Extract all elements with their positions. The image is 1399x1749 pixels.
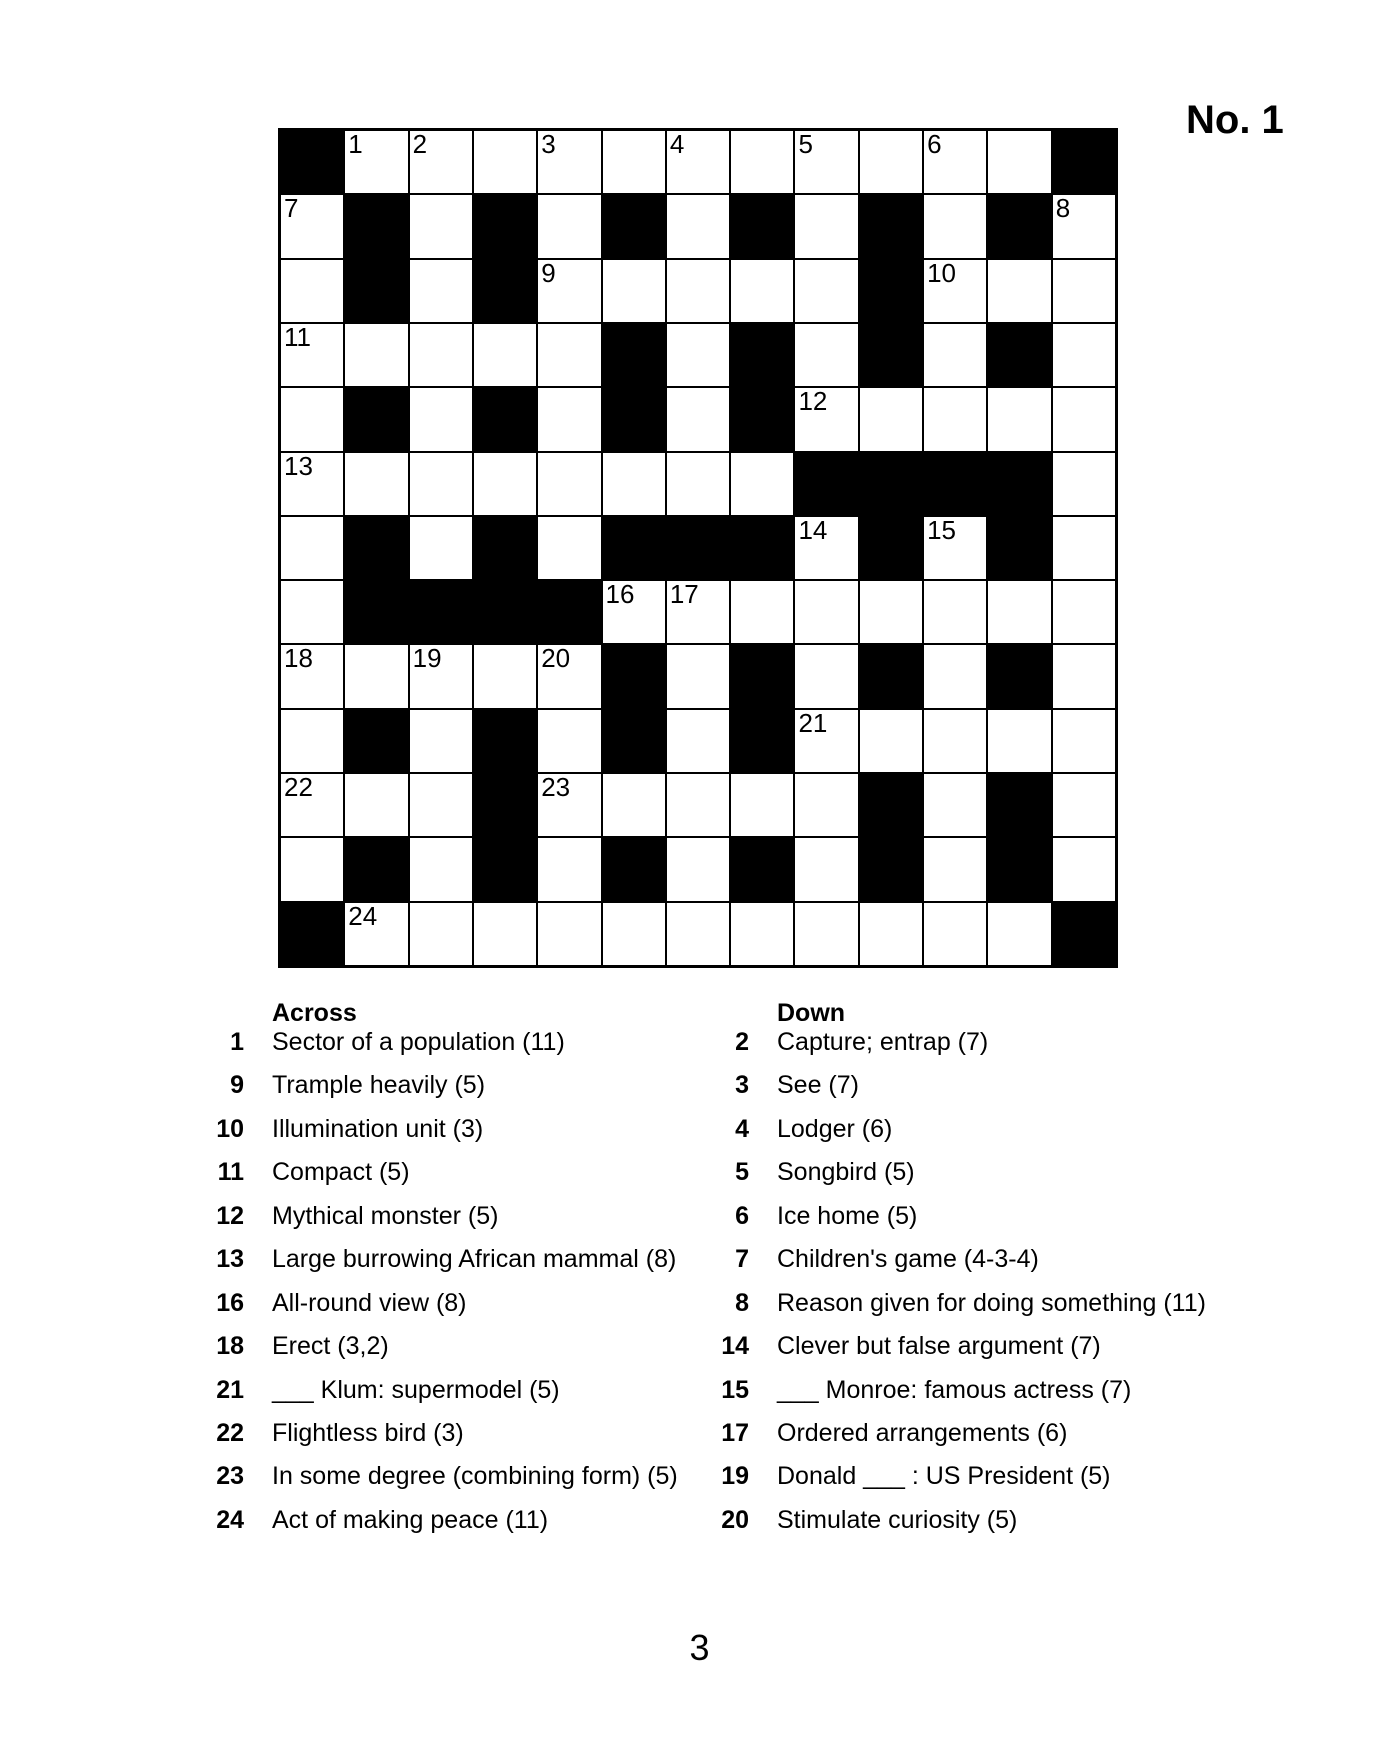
grid-cell-white [731,903,793,965]
clue-number: 14 [721,1332,749,1361]
grid-cell-black [474,388,536,450]
grid-cell-white [538,388,600,450]
grid-cell-white [474,903,536,965]
grid-cell-white [1053,195,1115,257]
grid-cell-white [410,195,472,257]
grid-cell-black [603,517,665,579]
cell-number: 23 [541,772,571,803]
grid-cell-white [924,774,986,836]
grid-cell-white [667,453,729,515]
grid-cell-white [474,324,536,386]
clue-text: Ice home (5) [777,1201,918,1230]
grid-cell-white [538,645,600,707]
grid-cell-white [281,260,343,322]
grid-cell-white [538,517,600,579]
grid-cell-black [281,131,343,193]
grid-cell-black [731,195,793,257]
clue-row [200,1028,700,1071]
grid-cell-white [924,131,986,193]
grid-cell-white [1053,645,1115,707]
grid-cell-white [988,131,1050,193]
grid-cell-white [924,581,986,643]
grid-cell-black [474,195,536,257]
clue-number: 16 [216,1288,244,1317]
clue-row [705,1158,1265,1201]
down-clues-section [705,998,1265,1549]
grid-cell-white [1053,774,1115,836]
clue-row [705,1506,1265,1549]
puzzle-title: No. 1 [1186,98,1284,142]
grid-cell-white [410,774,472,836]
clue-number: 18 [216,1332,244,1361]
grid-cell-white [860,903,922,965]
clue-row [705,1245,1265,1288]
grid-cell-white [281,710,343,772]
clue-row [705,1289,1265,1332]
grid-cell-white [667,774,729,836]
grid-cell-black [924,453,986,515]
cell-number: 4 [669,129,685,159]
grid-cell-white [603,903,665,965]
cell-number: 2 [412,129,428,159]
clue-text: Mythical monster (5) [272,1201,499,1230]
grid-cell-white [795,581,857,643]
clue-number: 7 [735,1245,749,1274]
grid-cell-white [410,388,472,450]
grid-cell-white [345,774,407,836]
grid-cell-white [924,257,986,322]
grid-cell-white [924,195,986,257]
grid-cell-white [281,388,343,450]
grid-cell-white [795,324,857,386]
clue-number: 11 [217,1158,244,1187]
grid-cell-black [860,324,922,386]
grid-cell-white [410,453,472,515]
grid-cell-white [860,131,922,193]
clue-text: Capture; entrap (7) [777,1028,989,1056]
clue-text: Lodger (6) [777,1114,893,1143]
grid-cell-white [410,710,472,772]
crossword-grid [278,128,1118,968]
clue-row [200,1071,700,1114]
grid-cell-white [924,645,986,707]
clue-row [705,1376,1265,1419]
grid-cell-black [474,838,536,900]
grid-cell-black [1053,903,1115,965]
grid-cell-black [281,903,343,965]
grid-cell-white [667,260,729,322]
cell-number: 16 [605,579,635,610]
grid-cell-black [988,453,1050,515]
grid-cell-black [988,645,1050,707]
grid-cell-black [988,774,1050,836]
clue-text: Clever but false argument (7) [777,1332,1101,1361]
clue-text: Large burrowing African mammal (8) [272,1245,677,1274]
grid-cell-white [1053,260,1115,322]
grid-cell-white [860,710,922,772]
grid-cell-black [345,195,407,257]
clue-text: Ordered arrangements (6) [777,1418,1068,1447]
grid-cell-white [924,324,986,386]
grid-cell-white [603,581,665,643]
grid-cell-white [667,710,729,772]
grid-cell-black [860,645,922,707]
grid-cell-white [281,450,343,515]
clue-number: 3 [735,1071,749,1100]
grid-cell-white [731,774,793,836]
grid-cell-white [603,260,665,322]
grid-cell-black [988,324,1050,386]
grid-cell-black [860,260,922,322]
clue-number: 23 [216,1462,244,1491]
grid-cell-white [410,645,472,707]
clue-row [705,1071,1265,1114]
grid-cell-black [731,710,793,772]
clue-text: ___ Monroe: famous actress (7) [777,1375,1132,1404]
grid-cell-white [345,453,407,515]
grid-cell-white [281,321,343,386]
grid-cell-black [345,388,407,450]
grid-cell-black [603,838,665,900]
clue-row [200,1289,700,1332]
grid-cell-black [474,260,536,322]
grid-cell-white [538,324,600,386]
clue-row [200,1158,700,1201]
grid-cell-white [667,903,729,965]
across-header: Across [272,999,357,1027]
grid-cell-white [474,131,536,193]
grid-cell-black [345,581,407,643]
cell-number: 14 [798,514,828,545]
cell-number: 5 [798,129,813,159]
cell-number: 24 [348,900,378,931]
grid-cell-white [538,257,600,322]
cell-number: 17 [669,579,699,610]
grid-cell-black [345,260,407,322]
clue-number: 21 [216,1375,244,1404]
grid-cell-white [474,453,536,515]
grid-cell-white [603,131,665,193]
grid-cell-black [731,324,793,386]
grid-cell-white [924,838,986,900]
grid-cell-white [795,131,857,193]
grid-cell-black [860,774,922,836]
grid-cell-white [603,774,665,836]
cell-number: 8 [1055,193,1071,224]
clue-number: 17 [721,1418,749,1447]
cell-number: 12 [798,386,828,417]
clue-number: 13 [216,1245,244,1274]
clue-row [200,1462,700,1505]
clue-number: 24 [216,1505,244,1534]
grid-cell-white [1053,838,1115,900]
clue-number: 5 [735,1158,749,1187]
clue-row [705,1332,1265,1375]
clue-row [705,1115,1265,1158]
grid-cell-white [795,514,857,579]
grid-cell-white [1053,517,1115,579]
grid-cell-white [410,838,472,900]
grid-cell-white [281,581,343,643]
clue-text: In some degree (combining form) (5) [272,1462,678,1491]
grid-cell-white [538,453,600,515]
grid-cell-black [860,195,922,257]
grid-cell-white [795,774,857,836]
clue-number: 1 [230,1028,244,1056]
cell-number: 6 [927,129,942,159]
grid-cell-white [988,903,1050,965]
grid-cell-white [795,838,857,900]
page-number: 3 [689,1627,710,1668]
cell-number: 19 [412,643,442,674]
cell-number: 18 [284,643,313,674]
clue-row [200,1115,700,1158]
grid-cell-white [860,388,922,450]
clue-number: 2 [735,1028,749,1056]
cell-number: 20 [541,643,571,674]
down-header: Down [777,999,846,1027]
clue-number: 8 [735,1288,749,1317]
grid-cell-black [860,517,922,579]
grid-cell-black [474,581,536,643]
grid-cell-white [410,260,472,322]
grid-cell-black [603,645,665,707]
grid-cell-white [795,195,857,257]
clue-text: Stimulate curiosity (5) [777,1505,1018,1534]
clue-text: Reason given for doing something (11) [777,1288,1206,1317]
grid-cell-white [538,131,600,193]
grid-cell-white [410,517,472,579]
cell-number: 21 [798,707,828,738]
grid-cell-black [474,517,536,579]
grid-cell-black [988,517,1050,579]
clue-number: 19 [721,1462,749,1491]
grid-cell-white [538,903,600,965]
grid-cell-white [667,195,729,257]
clue-text: Children's game (4-3-4) [777,1245,1039,1274]
clue-number: 10 [216,1114,244,1143]
clue-text: Illumination unit (3) [272,1114,484,1143]
clue-row [200,1245,700,1288]
grid-cell-white [281,838,343,900]
clue-number: 6 [735,1201,749,1230]
grid-cell-white [667,388,729,450]
grid-cell-white [988,581,1050,643]
across-clue-list [200,1028,700,1549]
clue-row [200,1419,700,1462]
cell-number: 11 [284,321,311,352]
grid-cell-white [474,645,536,707]
cell-number: 13 [284,450,313,481]
grid-cell-white [538,774,600,836]
grid-cell-white [1053,581,1115,643]
grid-cell-white [1053,324,1115,386]
grid-cell-white [538,710,600,772]
clue-text: Trample heavily (5) [272,1071,486,1100]
grid-cell-white [667,645,729,707]
grid-cell-white [731,581,793,643]
cell-number: 7 [284,193,299,224]
clue-text: Sector of a population (11) [272,1028,565,1056]
clue-text: Act of making peace (11) [272,1505,549,1534]
grid-cell-white [345,645,407,707]
grid-cell-white [1053,453,1115,515]
grid-cell-white [795,645,857,707]
clue-row [200,1332,700,1375]
cell-number: 3 [541,129,556,159]
grid-cell-white [731,131,793,193]
grid-cell-white [538,838,600,900]
grid-cell-black [1053,131,1115,193]
grid-cell-black [860,838,922,900]
grid-cell-black [988,838,1050,900]
grid-cell-white [667,131,729,193]
grid-cell-black [603,710,665,772]
grid-cell-black [603,388,665,450]
grid-cell-white [988,388,1050,450]
grid-cell-black [345,710,407,772]
grid-cell-white [731,260,793,322]
grid-cell-black [731,388,793,450]
clue-number: 20 [721,1505,749,1534]
down-clue-list [705,1028,1265,1549]
grid-cell-white [988,710,1050,772]
clue-text: ___ Klum: supermodel (5) [272,1375,560,1404]
clue-row [200,1202,700,1245]
grid-cell-black [988,195,1050,257]
grid-cell-white [603,453,665,515]
grid-cell-white [795,707,857,772]
clue-text: Donald ___ : US President (5) [777,1462,1111,1491]
grid-cell-white [345,324,407,386]
grid-cell-black [345,517,407,579]
grid-cell-black [731,517,793,579]
clue-number: 12 [216,1201,244,1230]
grid-cell-white [281,195,343,257]
grid-cell-white [410,131,472,193]
grid-cell-black [410,581,472,643]
clue-row [705,1028,1265,1071]
clue-row [705,1419,1265,1462]
clue-row [705,1462,1265,1505]
grid-cell-black [538,581,600,643]
grid-cell-white [281,645,343,707]
cell-number: 9 [541,257,556,288]
grid-cell-black [860,453,922,515]
cell-number: 22 [284,772,313,803]
grid-cell-white [924,710,986,772]
grid-cell-white [667,838,729,900]
grid-cell-white [281,774,343,836]
grid-cell-white [281,517,343,579]
grid-cell-white [345,900,407,965]
grid-cell-white [731,453,793,515]
grid-cell-white [924,903,986,965]
clue-row [200,1506,700,1549]
grid-cell-white [795,260,857,322]
cell-number: 15 [927,514,956,545]
grid-cell-white [924,514,986,579]
clue-text: Flightless bird (3) [272,1418,464,1447]
grid-cell-black [603,324,665,386]
grid-cell-black [474,774,536,836]
across-clues-section [200,998,700,1549]
grid-cell-black [731,645,793,707]
clue-text: Compact (5) [272,1158,410,1187]
clue-number: 15 [721,1375,749,1404]
grid-cell-white [667,324,729,386]
clue-text: Erect (3,2) [272,1332,389,1361]
clue-number: 4 [735,1114,749,1143]
grid-cell-white [345,131,407,193]
grid-cell-white [795,388,857,450]
clue-row [200,1376,700,1419]
grid-cell-white [860,581,922,643]
grid-cell-white [795,903,857,965]
grid-cell-white [988,260,1050,322]
grid-cell-black [667,517,729,579]
clue-row [705,1202,1265,1245]
clue-text: See (7) [777,1071,859,1100]
grid-cell-white [667,581,729,643]
grid-cell-white [538,195,600,257]
grid-cell-white [410,903,472,965]
grid-cell-black [795,453,857,515]
grid-cell-black [731,838,793,900]
grid-cell-white [924,388,986,450]
grid-cell-black [345,838,407,900]
clue-text: Songbird (5) [777,1158,915,1187]
clue-number: 9 [230,1071,244,1100]
grid-cell-black [474,710,536,772]
grid-cell-black [603,195,665,257]
grid-cell-white [410,324,472,386]
cell-number: 1 [348,129,363,159]
grid-cell-white [1053,710,1115,772]
cell-number: 10 [927,257,956,288]
grid-cell-white [1053,388,1115,450]
clue-number: 22 [216,1418,244,1447]
clue-text: All-round view (8) [272,1288,467,1317]
